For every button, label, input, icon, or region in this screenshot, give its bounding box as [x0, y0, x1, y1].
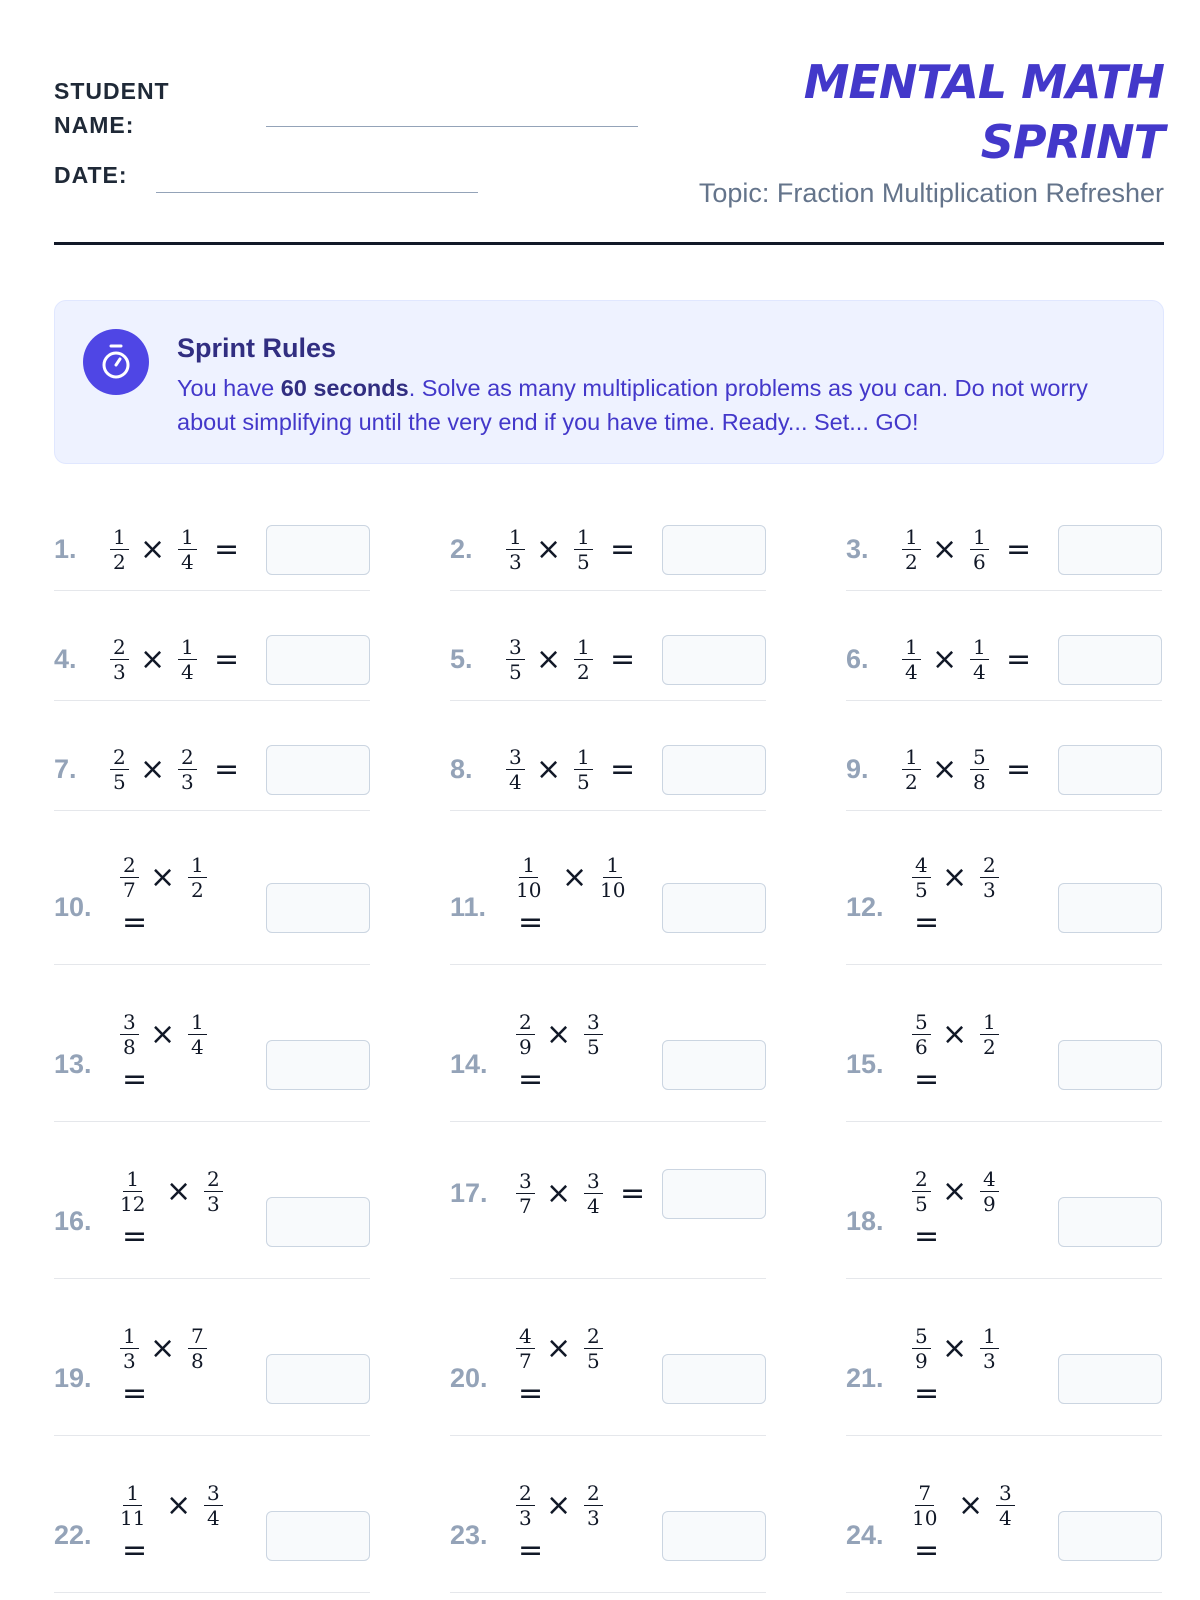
fraction-b-denominator: 5	[577, 770, 590, 794]
fraction-b	[574, 526, 593, 573]
problem-number: 12.	[846, 892, 884, 922]
fraction-b-denominator: 3	[983, 1349, 996, 1373]
fraction-a	[120, 1011, 139, 1058]
fraction-b	[584, 1011, 603, 1058]
equals-sign: =	[914, 905, 940, 940]
problem-item	[54, 1323, 370, 1436]
problem-item	[450, 1009, 766, 1122]
equals-sign: =	[1006, 642, 1032, 677]
topic-subtitle: Topic: Fraction Multiplication Refresher	[698, 178, 1164, 208]
problem-number: 14.	[450, 1049, 488, 1079]
problem-number: 24.	[846, 1520, 884, 1550]
fraction-b-numerator: 3	[996, 1482, 1015, 1506]
fraction-b-numerator: 1	[188, 854, 207, 878]
fraction-a	[912, 1011, 931, 1058]
problem-number: 17.	[450, 1178, 488, 1208]
problem-item	[450, 522, 766, 591]
problem-item	[54, 632, 370, 701]
fraction-b	[178, 526, 197, 573]
fraction-b-numerator: 7	[188, 1325, 207, 1349]
answer-input[interactable]	[1058, 1511, 1162, 1561]
stopwatch-icon	[83, 329, 149, 395]
fraction-b	[204, 1482, 223, 1529]
times-sign: ×	[546, 1176, 572, 1211]
equals-sign: =	[122, 905, 148, 940]
fraction-a-denominator: 2	[113, 550, 126, 574]
fraction-a-numerator: 1	[902, 636, 921, 660]
answer-input[interactable]	[266, 1511, 370, 1561]
fraction-b-numerator: 1	[178, 526, 197, 550]
fraction-a	[110, 526, 129, 573]
equals-sign: =	[1006, 532, 1032, 567]
fraction-a-numerator: 5	[912, 1011, 931, 1035]
equals-sign: =	[518, 1376, 544, 1411]
problem-number: 6.	[846, 644, 869, 674]
fraction-a-numerator: 2	[516, 1011, 535, 1035]
fraction-a-denominator: 5	[509, 660, 522, 684]
fraction-a-numerator: 3	[506, 636, 525, 660]
fraction-b-numerator: 1	[980, 1325, 999, 1349]
fraction-a	[912, 1482, 937, 1529]
times-sign: ×	[546, 1331, 572, 1366]
rules-text-before: You have	[177, 375, 281, 401]
times-sign: ×	[546, 1488, 572, 1523]
equals-sign: =	[214, 642, 240, 677]
fraction-b-denominator: 4	[587, 1194, 600, 1218]
times-sign: ×	[546, 1017, 572, 1052]
fraction-a-denominator: 2	[905, 550, 918, 574]
fraction-b	[178, 746, 197, 793]
fraction-a	[516, 1482, 535, 1529]
fraction-b	[188, 1011, 207, 1058]
student-name-field[interactable]	[266, 126, 638, 127]
fraction-a-denominator: 3	[113, 660, 126, 684]
fraction-a-denominator: 3	[123, 1349, 136, 1373]
fraction-b-denominator: 5	[587, 1349, 600, 1373]
fraction-a-numerator: 4	[912, 854, 931, 878]
fraction-b	[188, 854, 207, 901]
problem-number: 18.	[846, 1206, 884, 1236]
answer-input[interactable]	[1058, 745, 1162, 795]
fraction-a	[902, 636, 921, 683]
fraction-b-denominator: 6	[973, 550, 986, 574]
problem-item	[54, 852, 370, 965]
fraction-a-numerator: 2	[120, 854, 139, 878]
times-sign: ×	[942, 1017, 968, 1052]
fraction-a-numerator: 1	[123, 1482, 142, 1506]
fraction-a-numerator: 2	[912, 1168, 931, 1192]
problem-number: 8.	[450, 754, 473, 784]
problem-item	[846, 1480, 1162, 1593]
fraction-b-numerator: 1	[603, 854, 622, 878]
fraction-a	[506, 746, 525, 793]
fraction-a	[902, 746, 921, 793]
fraction-a-numerator: 1	[519, 854, 538, 878]
problem-number: 19.	[54, 1363, 92, 1393]
problem-item	[846, 1166, 1162, 1279]
fraction-a-numerator: 2	[516, 1482, 535, 1506]
problem-number: 7.	[54, 754, 77, 784]
fraction-b	[574, 746, 593, 793]
problem-number: 1.	[54, 534, 77, 564]
fraction-b-numerator: 3	[204, 1482, 223, 1506]
student-name-label-line2: NAME:	[54, 112, 135, 138]
equals-sign: =	[620, 1176, 646, 1211]
fraction-b-numerator: 4	[980, 1168, 999, 1192]
fraction-a	[902, 526, 921, 573]
fraction-a-denominator: 9	[915, 1349, 928, 1373]
fraction-b	[584, 1325, 603, 1372]
equals-sign: =	[610, 532, 636, 567]
fraction-a-numerator: 1	[506, 526, 525, 550]
fraction-b-denominator: 4	[181, 550, 194, 574]
answer-input[interactable]	[266, 1354, 370, 1404]
times-sign: ×	[932, 642, 958, 677]
answer-input[interactable]	[266, 883, 370, 933]
equals-sign: =	[518, 1062, 544, 1097]
fraction-b-denominator: 9	[983, 1192, 996, 1216]
fraction-a-denominator: 4	[905, 660, 918, 684]
fraction-a	[110, 636, 129, 683]
fraction-a-denominator: 5	[113, 770, 126, 794]
fraction-b-numerator: 3	[584, 1170, 603, 1194]
times-sign: ×	[942, 1174, 968, 1209]
equals-sign: =	[122, 1219, 148, 1254]
fraction-b-denominator: 2	[577, 660, 590, 684]
problem-item	[846, 1323, 1162, 1436]
fraction-b	[970, 746, 989, 793]
fraction-b-denominator: 3	[983, 878, 996, 902]
equals-sign: =	[122, 1376, 148, 1411]
times-sign: ×	[932, 532, 958, 567]
fraction-a-denominator: 6	[915, 1035, 928, 1059]
answer-input[interactable]	[662, 1040, 766, 1090]
fraction-b	[600, 854, 625, 901]
fraction-b-denominator: 4	[181, 660, 194, 684]
fraction-a-denominator: 9	[519, 1035, 532, 1059]
problem-number: 2.	[450, 534, 473, 564]
fraction-a-numerator: 2	[110, 746, 129, 770]
problem-number: 11.	[450, 892, 487, 922]
problem-item	[54, 1166, 370, 1279]
fraction-b	[970, 526, 989, 573]
fraction-b-numerator: 1	[970, 526, 989, 550]
fraction-a-numerator: 1	[120, 1325, 139, 1349]
fraction-b-denominator: 8	[973, 770, 986, 794]
answer-input[interactable]	[266, 1197, 370, 1247]
fraction-a-denominator: 7	[519, 1349, 532, 1373]
times-sign: ×	[150, 860, 176, 895]
problem-item	[450, 742, 766, 811]
fraction-b-denominator: 3	[207, 1192, 220, 1216]
fraction-b-denominator: 4	[999, 1506, 1012, 1530]
times-sign: ×	[932, 752, 958, 787]
fraction-b-numerator: 1	[970, 636, 989, 660]
fraction-a	[506, 526, 525, 573]
problem-item	[450, 1323, 766, 1436]
fraction-b	[178, 636, 197, 683]
fraction-a-denominator: 2	[905, 770, 918, 794]
fraction-a-numerator: 1	[110, 526, 129, 550]
fraction-a-numerator: 1	[902, 746, 921, 770]
fraction-b-numerator: 1	[188, 1011, 207, 1035]
problem-item	[846, 632, 1162, 701]
equals-sign: =	[214, 752, 240, 787]
times-sign: ×	[150, 1331, 176, 1366]
fraction-b-numerator: 1	[574, 636, 593, 660]
times-sign: ×	[150, 1017, 176, 1052]
fraction-a	[110, 746, 129, 793]
fraction-b-denominator: 3	[181, 770, 194, 794]
date-field[interactable]	[156, 192, 478, 193]
fraction-a	[120, 1168, 145, 1215]
problem-item	[846, 742, 1162, 811]
fraction-b-denominator: 4	[191, 1035, 204, 1059]
equals-sign: =	[1006, 752, 1032, 787]
fraction-b	[996, 1482, 1015, 1529]
fraction-b-numerator: 1	[178, 636, 197, 660]
fraction-a-numerator: 7	[915, 1482, 934, 1506]
problem-number: 20.	[450, 1363, 488, 1393]
fraction-b-numerator: 1	[574, 746, 593, 770]
fraction-a-numerator: 3	[120, 1011, 139, 1035]
problem-item	[54, 1480, 370, 1593]
problem-number: 13.	[54, 1049, 92, 1079]
fraction-a	[912, 854, 931, 901]
page-title-line2: SPRINT	[980, 115, 1164, 169]
fraction-a-numerator: 1	[123, 1168, 142, 1192]
fraction-b	[980, 854, 999, 901]
answer-input[interactable]	[1058, 525, 1162, 575]
answer-input[interactable]	[1058, 1197, 1162, 1247]
times-sign: ×	[166, 1174, 192, 1209]
problem-item	[846, 1009, 1162, 1122]
header-divider	[54, 242, 1164, 245]
fraction-b	[584, 1170, 603, 1217]
fraction-b-denominator: 5	[587, 1035, 600, 1059]
fraction-b	[188, 1325, 207, 1372]
fraction-b	[980, 1011, 999, 1058]
fraction-a	[120, 1325, 139, 1372]
fraction-b-numerator: 2	[980, 854, 999, 878]
problem-number: 5.	[450, 644, 473, 674]
rules-text	[177, 371, 1137, 439]
problem-number: 21.	[846, 1363, 884, 1393]
times-sign: ×	[140, 752, 166, 787]
fraction-b	[980, 1325, 999, 1372]
fraction-b-denominator: 5	[577, 550, 590, 574]
fraction-a-numerator: 4	[516, 1325, 535, 1349]
answer-input[interactable]	[1058, 1354, 1162, 1404]
fraction-a-denominator: 10	[912, 1506, 938, 1530]
date-label: DATE:	[54, 162, 128, 188]
page-title	[604, 52, 1164, 172]
problem-item	[54, 742, 370, 811]
fraction-b	[584, 1482, 603, 1529]
problem-item	[450, 1480, 766, 1593]
page-title-line1: MENTAL MATH	[803, 55, 1164, 109]
answer-input[interactable]	[266, 635, 370, 685]
problem-number: 16.	[54, 1206, 92, 1236]
student-name-label	[54, 74, 170, 142]
problem-item	[450, 852, 766, 965]
answer-input[interactable]	[662, 635, 766, 685]
fraction-b-denominator: 8	[191, 1349, 204, 1373]
answer-input[interactable]	[662, 745, 766, 795]
answer-input[interactable]	[266, 525, 370, 575]
fraction-a	[912, 1325, 931, 1372]
equals-sign: =	[518, 1533, 544, 1568]
answer-input[interactable]	[1058, 1040, 1162, 1090]
times-sign: ×	[942, 860, 968, 895]
times-sign: ×	[958, 1488, 984, 1523]
answer-input[interactable]	[266, 1040, 370, 1090]
problem-item	[450, 1166, 766, 1279]
fraction-b-denominator: 2	[983, 1035, 996, 1059]
answer-input[interactable]	[1058, 635, 1162, 685]
fraction-a	[516, 1325, 535, 1372]
answer-input[interactable]	[662, 525, 766, 575]
fraction-a	[516, 1170, 535, 1217]
fraction-a-numerator: 5	[912, 1325, 931, 1349]
equals-sign: =	[518, 905, 544, 940]
answer-input[interactable]	[662, 1169, 766, 1219]
problem-number: 15.	[846, 1049, 884, 1079]
fraction-b-denominator: 2	[191, 878, 204, 902]
equals-sign: =	[914, 1533, 940, 1568]
problem-number: 22.	[54, 1520, 92, 1550]
fraction-b-numerator: 2	[584, 1482, 603, 1506]
student-name-label-line1: STUDENT	[54, 78, 170, 104]
equals-sign: =	[122, 1062, 148, 1097]
fraction-b	[970, 636, 989, 683]
sprint-rules-callout	[54, 300, 1164, 464]
problem-number: 23.	[450, 1520, 488, 1550]
fraction-b	[980, 1168, 999, 1215]
equals-sign: =	[610, 752, 636, 787]
fraction-a-denominator: 12	[120, 1192, 146, 1216]
fraction-a-numerator: 3	[506, 746, 525, 770]
fraction-b-denominator: 10	[600, 878, 626, 902]
rules-title: Sprint Rules	[177, 333, 337, 363]
fraction-a-numerator: 1	[902, 526, 921, 550]
fraction-a	[120, 1482, 145, 1529]
problem-number: 4.	[54, 644, 77, 674]
fraction-b-numerator: 5	[970, 746, 989, 770]
fraction-a-denominator: 5	[915, 878, 928, 902]
fraction-b-denominator: 4	[207, 1506, 220, 1530]
rules-text-after: . Solve as many multiplication problems as you can. Do not worry about simplifying until the very end if you have time. Ready... Set... GO!	[177, 375, 1088, 435]
fraction-a-denominator: 7	[519, 1194, 532, 1218]
problem-item	[846, 522, 1162, 591]
fraction-b-denominator: 4	[973, 660, 986, 684]
problem-number: 3.	[846, 534, 869, 564]
equals-sign: =	[914, 1376, 940, 1411]
fraction-b-numerator: 3	[584, 1011, 603, 1035]
fraction-b	[574, 636, 593, 683]
fraction-a	[506, 636, 525, 683]
equals-sign: =	[214, 532, 240, 567]
fraction-b-numerator: 2	[584, 1325, 603, 1349]
times-sign: ×	[140, 642, 166, 677]
answer-input[interactable]	[1058, 883, 1162, 933]
times-sign: ×	[166, 1488, 192, 1523]
times-sign: ×	[536, 752, 562, 787]
problem-item	[846, 852, 1162, 965]
rules-text-bold: 60 seconds	[280, 375, 409, 401]
answer-input[interactable]	[266, 745, 370, 795]
fraction-a-denominator: 3	[509, 550, 522, 574]
fraction-a-denominator: 7	[123, 878, 136, 902]
fraction-a-denominator: 8	[123, 1035, 136, 1059]
equals-sign: =	[914, 1219, 940, 1254]
fraction-a-denominator: 4	[509, 770, 522, 794]
equals-sign: =	[914, 1062, 940, 1097]
problem-number: 9.	[846, 754, 869, 784]
fraction-a-numerator: 2	[110, 636, 129, 660]
fraction-a-denominator: 10	[516, 878, 542, 902]
fraction-a-numerator: 3	[516, 1170, 535, 1194]
fraction-a	[516, 854, 541, 901]
problem-number: 10.	[54, 892, 92, 922]
problem-item	[54, 1009, 370, 1122]
problem-item	[54, 522, 370, 591]
answer-input[interactable]	[662, 883, 766, 933]
fraction-a-denominator: 3	[519, 1506, 532, 1530]
times-sign: ×	[140, 532, 166, 567]
answer-input[interactable]	[662, 1511, 766, 1561]
fraction-b-numerator: 1	[574, 526, 593, 550]
fraction-a	[516, 1011, 535, 1058]
times-sign: ×	[536, 642, 562, 677]
problem-item	[450, 632, 766, 701]
equals-sign: =	[610, 642, 636, 677]
fraction-b-numerator: 2	[204, 1168, 223, 1192]
equals-sign: =	[122, 1533, 148, 1568]
fraction-a	[912, 1168, 931, 1215]
fraction-a-denominator: 5	[915, 1192, 928, 1216]
times-sign: ×	[562, 860, 588, 895]
times-sign: ×	[536, 532, 562, 567]
fraction-b-denominator: 3	[587, 1506, 600, 1530]
fraction-a-denominator: 11	[120, 1506, 146, 1530]
fraction-b-numerator: 2	[178, 746, 197, 770]
fraction-b	[204, 1168, 223, 1215]
fraction-b-numerator: 1	[980, 1011, 999, 1035]
answer-input[interactable]	[662, 1354, 766, 1404]
times-sign: ×	[942, 1331, 968, 1366]
fraction-a	[120, 854, 139, 901]
